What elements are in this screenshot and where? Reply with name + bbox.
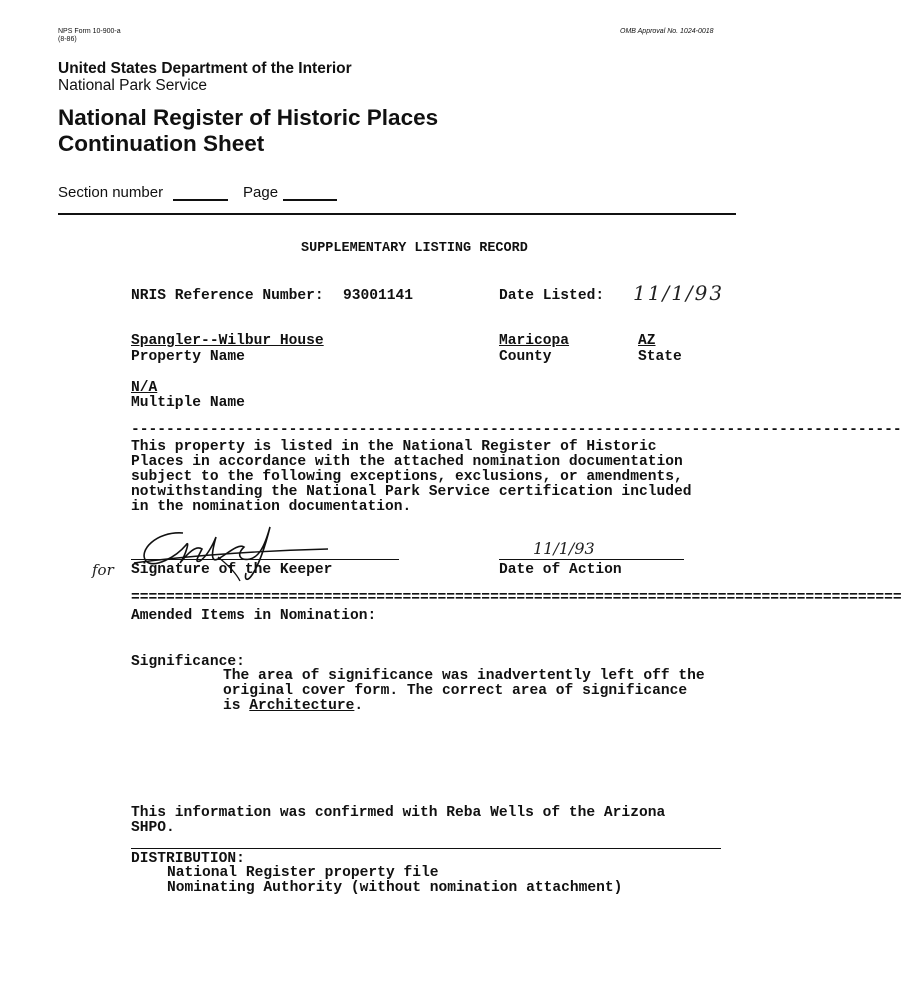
significance-label: Significance: bbox=[131, 654, 245, 670]
omb-approval: OMB Approval No. 1024-0018 bbox=[620, 28, 714, 35]
listing-statement bbox=[131, 440, 692, 515]
distribution-divider bbox=[131, 848, 721, 849]
page-label: Page bbox=[243, 184, 279, 201]
form-number: NPS Form 10-900-a bbox=[58, 28, 121, 35]
state-label: State bbox=[638, 349, 682, 365]
service-name: National Park Service bbox=[58, 77, 208, 94]
page-blank bbox=[283, 199, 337, 201]
distribution-item: National Register property file bbox=[167, 865, 439, 881]
significance-text bbox=[223, 669, 705, 714]
confirmation-text bbox=[131, 806, 665, 836]
date-listed-value: 11/1/93 bbox=[633, 281, 725, 305]
confirmation-line: SHPO. bbox=[131, 820, 175, 836]
section-number-blank bbox=[173, 199, 228, 201]
property-name-value: Spangler--Wilbur House bbox=[131, 333, 324, 349]
statement-line: subject to the following exceptions, exclusions, or amendments, bbox=[131, 469, 683, 485]
significance-line bbox=[223, 699, 705, 714]
department-name: United States Department of the Interior bbox=[58, 60, 352, 77]
statement-line: Places in accordance with the attached nomination documentation bbox=[131, 454, 683, 470]
distribution-item: Nominating Authority (without nomination attachment) bbox=[167, 880, 623, 896]
nris-label: NRIS Reference Number: bbox=[131, 288, 324, 304]
significance-line: original cover form. The correct area of significance bbox=[223, 683, 688, 699]
page-subtitle: Continuation Sheet bbox=[58, 131, 265, 156]
signature-prefix: for bbox=[92, 561, 114, 579]
dash-separator: ---------------------------------------------------------------------------------------- bbox=[131, 422, 902, 438]
distribution-label: DISTRIBUTION: bbox=[131, 851, 245, 867]
distribution-list bbox=[167, 866, 622, 896]
significance-prefix: is bbox=[223, 698, 250, 714]
date-of-action-label: Date of Action bbox=[499, 562, 622, 578]
significance-line: The area of significance was inadvertently left off the bbox=[223, 668, 705, 684]
multiple-name-value: N/A bbox=[131, 380, 158, 396]
significance-period: . bbox=[354, 698, 364, 714]
header-divider bbox=[58, 213, 736, 215]
county-value: Maricopa bbox=[499, 333, 570, 349]
page-title: National Register of Historic Places bbox=[58, 105, 439, 130]
county-label: County bbox=[499, 349, 552, 365]
statement-line: in the nomination documentation. bbox=[131, 499, 412, 515]
signature-label: Signature of the Keeper bbox=[131, 562, 333, 578]
property-name-label: Property Name bbox=[131, 349, 245, 365]
nris-value: 93001141 bbox=[343, 288, 414, 304]
signature-line bbox=[131, 559, 399, 560]
confirmation-line: This information was confirmed with Reba Wells of the Arizona bbox=[131, 805, 666, 821]
multiple-name-label: Multiple Name bbox=[131, 395, 245, 411]
significance-area: Architecture bbox=[249, 698, 355, 714]
double-separator: ======================================================================================== bbox=[131, 590, 902, 606]
form-date: (8-86) bbox=[58, 36, 77, 43]
statement-line: notwithstanding the National Park Service certification included bbox=[131, 484, 692, 500]
date-of-action-value: 11/1/93 bbox=[533, 539, 595, 558]
amended-heading: Amended Items in Nomination: bbox=[131, 608, 377, 624]
section-number-label: Section number bbox=[58, 184, 164, 201]
record-heading: SUPPLEMENTARY LISTING RECORD bbox=[301, 241, 528, 256]
statement-line: This property is listed in the National Register of Historic bbox=[131, 439, 657, 455]
state-value: AZ bbox=[638, 333, 656, 349]
date-listed-label: Date Listed: bbox=[499, 288, 605, 304]
date-of-action-line bbox=[499, 559, 684, 560]
